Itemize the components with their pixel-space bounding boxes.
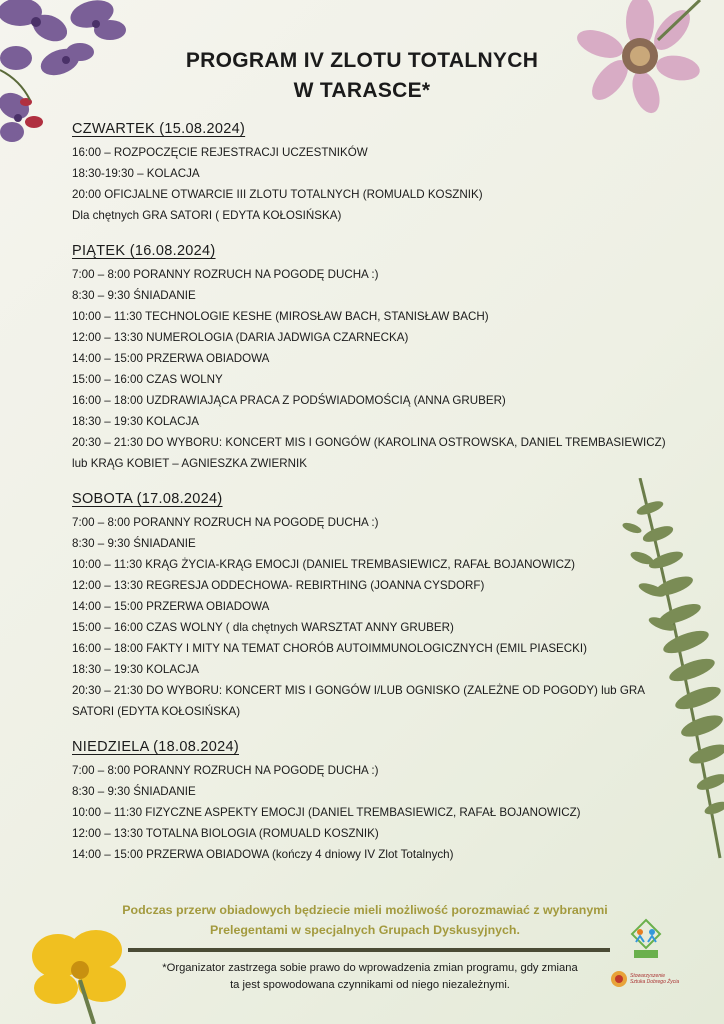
schedule-item: 8:30 – 9:30 ŚNIADANIE — [72, 289, 196, 302]
schedule-item: 18:30 – 19:30 KOLACJA — [72, 663, 199, 676]
day-thursday — [72, 118, 672, 226]
schedule-item: 18:30-19:30 – KOLACJA — [72, 167, 200, 180]
schedule-item: 16:00 – 18:00 UZDRAWIAJĄCA PRACA Z PODŚWIADOMOŚCIĄ (ANNA GRUBER) — [72, 394, 506, 407]
day-sunday — [72, 736, 672, 865]
schedule-item: 20:30 – 21:30 DO WYBORU: KONCERT MIS I GONGÓW (KAROLINA OSTROWSKA, DANIEL TREMBASIEWICZ) — [72, 436, 666, 449]
schedule-item: 12:00 – 13:30 TOTALNA BIOLOGIA (ROMUALD KOSZNIK) — [72, 827, 379, 840]
divider-line — [128, 948, 610, 952]
disclaimer — [130, 960, 610, 994]
schedule — [72, 118, 672, 879]
schedule-item: 15:00 – 16:00 CZAS WOLNY ( dla chętnych WARSZTAT ANNY GRUBER) — [72, 621, 454, 634]
schedule-item: 7:00 – 8:00 PORANNY ROZRUCH NA POGODĘ DUCHA :) — [72, 268, 379, 281]
schedule-item: 14:00 – 15:00 PRZERWA OBIADOWA (kończy 4 dniowy IV Zlot Totalnych) — [72, 848, 454, 861]
association-name — [630, 973, 679, 985]
schedule-item: 16:00 – 18:00 FAKTY I MITY NA TEMAT CHORÓB AUTOIMMUNOLOGICZNYCH (EMIL PIASECKI) — [72, 642, 587, 655]
day-heading: CZWARTEK (15.08.2024) — [72, 121, 246, 137]
schedule-item: Dla chętnych GRA SATORI ( EDYTA KOŁOSIŃSKA) — [72, 209, 342, 222]
schedule-item: 7:00 – 8:00 PORANNY ROZRUCH NA POGODĘ DUCHA :) — [72, 516, 379, 529]
schedule-item: 12:00 – 13:30 NUMEROLOGIA (DARIA JADWIGA CZARNECKA) — [72, 331, 409, 344]
disclaimer-line-2: ta jest spowodowana czynnikami od niego niezależnymi. — [230, 979, 510, 991]
day-heading: PIĄTEK (16.08.2024) — [72, 243, 216, 259]
people-logo-icon — [630, 918, 662, 960]
discussion-groups-note — [100, 900, 630, 940]
schedule-item: 20:30 – 21:30 DO WYBORU: KONCERT MIS I GONGÓW I/LUB OGNISKO (ZALEŻNE OD POGODY) lub GRA — [72, 684, 645, 697]
schedule-item: SATORI (EDYTA KOŁOSIŃSKA) — [72, 705, 241, 718]
note-line-1: Podczas przerw obiadowych będziecie mieli możliwość porozmawiać z wybranymi — [122, 903, 608, 917]
schedule-item: 14:00 – 15:00 PRZERWA OBIADOWA — [72, 600, 270, 613]
schedule-item: 10:00 – 11:30 FIZYCZNE ASPEKTY EMOCJI (DANIEL TREMBASIEWICZ, RAFAŁ BOJANOWICZ) — [72, 806, 581, 819]
schedule-item: 18:30 – 19:30 KOLACJA — [72, 415, 199, 428]
schedule-item: 15:00 – 16:00 CZAS WOLNY — [72, 373, 223, 386]
association-logo-icon — [610, 970, 628, 988]
schedule-item: 12:00 – 13:30 REGRESJA ODDECHOWA- REBIRTHING (JOANNA CYSDORF) — [72, 579, 485, 592]
note-line-2: Prelegentami w specjalnych Grupach Dyskusyjnych. — [210, 923, 520, 937]
schedule-item: lub KRĄG KOBIET – AGNIESZKA ZWIERNIK — [72, 457, 307, 470]
schedule-item: 20:00 OFICJALNE OTWARCIE III ZLOTU TOTALNYCH (ROMUALD KOSZNIK) — [72, 188, 483, 201]
schedule-item: 16:00 – ROZPOCZĘCIE REJESTRACJI UCZESTNIKÓW — [72, 146, 368, 159]
day-friday — [72, 240, 672, 474]
day-heading: NIEDZIELA (18.08.2024) — [72, 739, 239, 755]
disclaimer-line-1: *Organizator zastrzega sobie prawo do wprowadzenia zmian programu, gdy zmiana — [162, 962, 578, 974]
program-title — [0, 46, 724, 106]
schedule-item: 8:30 – 9:30 ŚNIADANIE — [72, 537, 196, 550]
schedule-item: 10:00 – 11:30 TECHNOLOGIE KESHE (MIROSŁAW BACH, STANISŁAW BACH) — [72, 310, 489, 323]
schedule-item: 10:00 – 11:30 KRĄG ŻYCIA-KRĄG EMOCJI (DANIEL TREMBASIEWICZ, RAFAŁ BOJANOWICZ) — [72, 558, 575, 571]
logo-line-2: Sztuka Dobrego Życia — [630, 979, 680, 985]
title-line-2: W TARASCE* — [293, 79, 431, 102]
yellow-flower-decoration — [18, 926, 138, 1024]
logo-line-1: Stowarzyszenie — [630, 973, 666, 979]
schedule-item: 14:00 – 15:00 PRZERWA OBIADOWA — [72, 352, 270, 365]
day-saturday — [72, 488, 672, 722]
title-line-1: PROGRAM IV ZLOTU TOTALNYCH — [185, 49, 539, 72]
day-heading: SOBOTA (17.08.2024) — [72, 491, 223, 507]
schedule-item: 7:00 – 8:00 PORANNY ROZRUCH NA POGODĘ DUCHA :) — [72, 764, 379, 777]
schedule-item: 8:30 – 9:30 ŚNIADANIE — [72, 785, 196, 798]
